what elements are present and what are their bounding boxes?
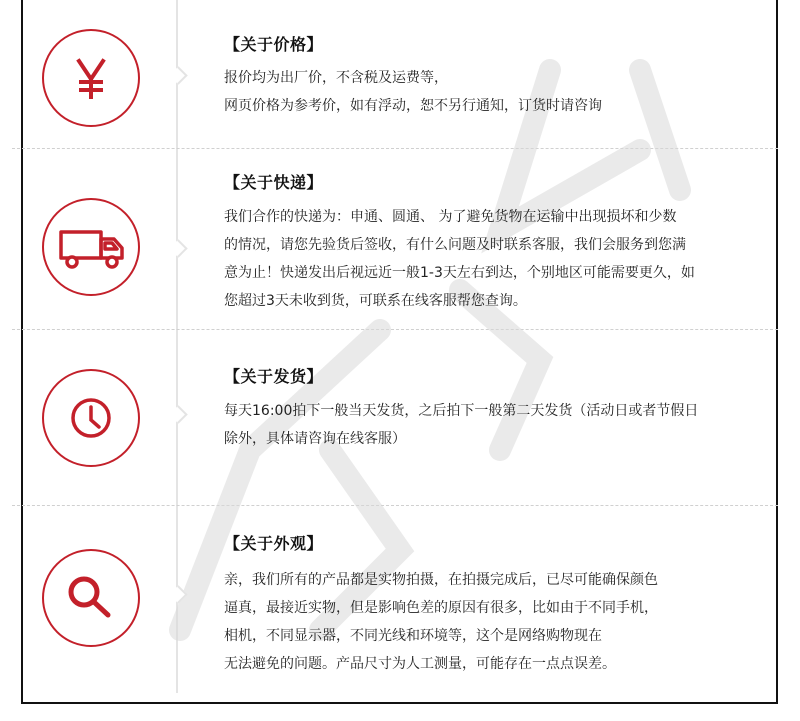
body-line: 您超过3天未收到货，可联系在线客服帮您查询。 <box>224 293 527 309</box>
body-line: 无法避免的问题。产品尺寸为人工测量，可能存在一点点误差。 <box>224 656 616 672</box>
section-title: 【关于发货】 <box>224 367 324 386</box>
section-pointer <box>169 66 187 84</box>
section-icon-badge <box>42 198 140 296</box>
section-icon-badge <box>42 369 140 467</box>
clock-icon <box>44 371 138 465</box>
section-pointer <box>169 585 187 603</box>
magnifier-icon <box>44 551 138 645</box>
body-line: 逼真，最接近实物，但是影响色差的原因有很多，比如由于不同手机， <box>224 600 658 616</box>
body-line: 每天16:00拍下一般当天发货，之后拍下一般第二天发货（活动日或者节假日 <box>224 403 699 419</box>
yen-icon <box>44 31 138 125</box>
section-divider <box>12 505 778 506</box>
section-icon-badge <box>42 29 140 127</box>
section-pointer <box>169 405 187 423</box>
section-title: 【关于外观】 <box>224 534 324 553</box>
left-border <box>21 0 23 704</box>
section-body <box>224 203 769 315</box>
section-icon-badge <box>42 549 140 647</box>
section-title: 【关于快递】 <box>224 173 324 192</box>
body-line: 亲，我们所有的产品都是实物拍摄，在拍摄完成后，已尽可能确保颜色 <box>224 572 658 588</box>
bottom-border <box>21 702 778 704</box>
section-body <box>224 64 769 120</box>
body-line: 相机，不同显示器，不同光线和环境等，这个是网络购物现在 <box>224 628 602 644</box>
body-line: 网页价格为参考价，如有浮动，恕不另行通知，订货时请咨询 <box>224 98 602 114</box>
body-line: 除外，具体请咨询在线客服） <box>224 431 406 447</box>
body-line: 的情况，请您先验货后签收，有什么问题及时联系客服，我们会服务到您满 <box>224 237 686 253</box>
section-pointer <box>169 239 187 257</box>
section-divider <box>12 148 778 149</box>
body-line: 我们合作的快递为：申通、圆通、 为了避免货物在运输中出现损坏和少数 <box>224 209 677 225</box>
right-border <box>776 0 778 704</box>
truck-icon <box>44 200 138 294</box>
body-line: 报价均为出厂价，不含税及运费等， <box>224 70 448 86</box>
section-body <box>224 566 769 678</box>
section-divider <box>12 329 778 330</box>
section-body <box>224 397 769 453</box>
section-title: 【关于价格】 <box>224 35 324 54</box>
body-line: 意为止！快递发出后视远近一般1-3天左右到达，个别地区可能需要更久，如 <box>224 265 695 281</box>
